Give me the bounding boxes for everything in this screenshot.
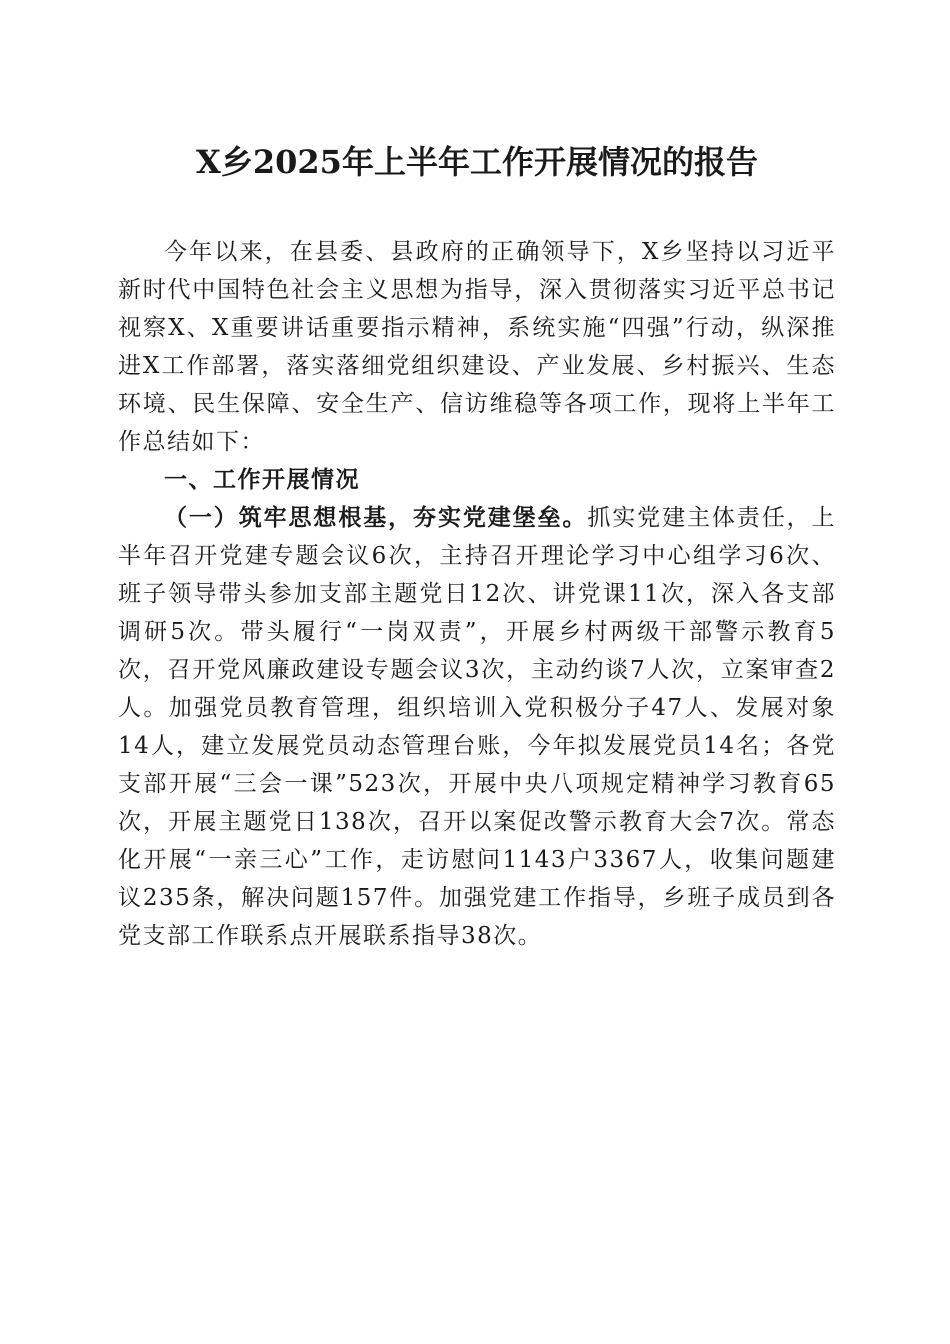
subsection-body: 抓实党建主体责任，上半年召开党建专题会议6次，主持召开理论学习中心组学习6次、班子领导带头参加支部主题党日12次、讲党课11次，深入各支部调研5次。带头履行“一岗双责”，开展乡村两级干部警示教育5次，召开党风廉政建设专题会议3次，主动约谈7人次，立案审查2人。加强党员教育管理，组织培训入党积极分子47人、发展对象14人，建立发展党员动态管理台账，今年拟发展党员14名；各党支部开展“三会一课”523次，开展中央八项规定精神学习教育65次，开展主题党日138次，召开以案促改警示教育大会7次。常态化开展“一亲三心”工作，走访慰问1143户3367人，收集问题建议235条，解决问题157件。加强党建工作指导，乡班子成员到各党支部工作联系点开展联系指导38次。 <box>118 505 837 949</box>
section-heading: 一、工作开展情况 <box>164 467 360 493</box>
document-title: X乡2025年上半年工作开展情况的报告 <box>196 143 758 181</box>
document-body <box>118 233 836 955</box>
intro-paragraph: 今年以来，在县委、县政府的正确领导下，X乡坚持以习近平新时代中国特色社会主义思想为指导，深入贯彻落实习近平总书记视察X、X重要讲话重要指示精神，系统实施“四强”行动，纵深推进X工作部署，落实落细党组织建设、产业发展、乡村振兴、生态环境、民生保障、安全生产、信访维稳等各项工作，现将上半年工作总结如下： <box>118 239 836 455</box>
subsection-lead: （一）筑牢思想根基，夯实党建堡垒。 <box>164 505 588 531</box>
subsection-paragraph <box>118 499 836 955</box>
